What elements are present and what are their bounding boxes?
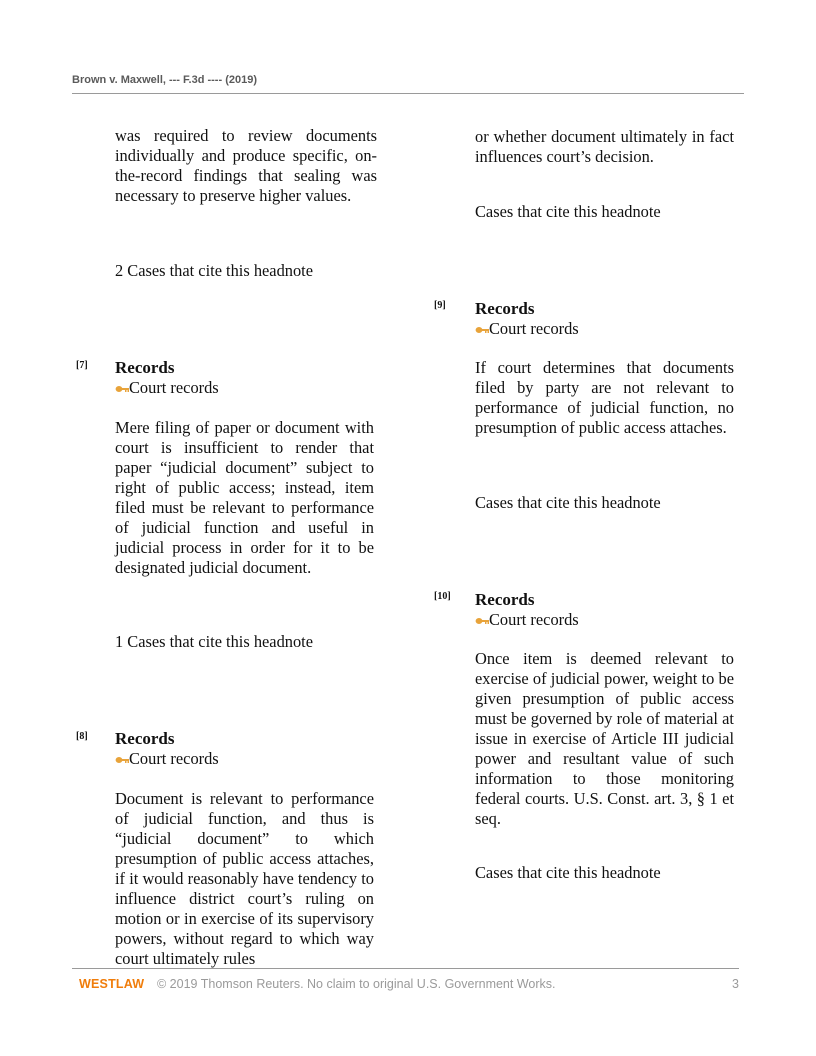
headnote-text: Document is relevant to performance of judicial function, and thus is “judicial document” to which presumption of public access attaches, if it would reasonably have tendency to influence district court’s ruling on motion or in exercise of its supervisory powers, without regard to which way court ultimately rules [115,789,374,968]
cases-cite-link[interactable]: Cases that cite this headnote [475,202,661,221]
headnote-key-topic[interactable] [475,319,579,339]
headnote-topic-title[interactable]: Records [115,358,175,377]
headnote-topic-title[interactable]: Records [475,299,535,318]
headnote-text: If court determines that documents filed by party are not relevant to performance of judicial function, no presumption of public access attaches. [475,358,734,437]
headnote-text: Once item is deemed relevant to exercise of judicial power, weight to be given presumption of public access must be governed by role of material at issue in exercise of Article III judicial power and resultant value of such information to those monitoring federal courts. U.S. Const. art. 3, § 1 et seq. [475,649,734,828]
cases-cite-link[interactable]: Cases that cite this headnote [475,493,661,512]
continued-headnote-text: or whether document ultimately in fact influences court’s decision. [475,127,734,166]
copyright-notice: © 2019 Thomson Reuters. No claim to original U.S. Government Works. [157,977,556,991]
key-number-icon [115,384,129,394]
headnote-key-topic[interactable] [475,610,579,630]
headnote-topic-title[interactable]: Records [475,590,535,609]
key-number-icon [475,325,489,335]
footer-divider [72,968,739,969]
headnote-topic-title[interactable]: Records [115,729,175,748]
headnote-number[interactable]: [10] [434,591,451,602]
header-divider [72,93,744,94]
headnote-key-topic-label: Court records [489,319,579,338]
key-number-icon [115,755,129,765]
key-number-icon [475,616,489,626]
headnote-number[interactable]: [7] [76,360,88,371]
page-number: 3 [732,977,739,991]
cases-cite-link[interactable]: 1 Cases that cite this headnote [115,632,314,651]
westlaw-logo: WESTLAW [79,977,145,991]
headnote-number[interactable]: [9] [434,300,446,311]
continued-headnote-text: was required to review documents individually and produce specific, on-the-record findings that sealing was necessary to preserve higher values. [115,126,377,205]
headnote-text: Mere filing of paper or document with court is insufficient to render that paper “judicial document” subject to right of public access; instead, item filed must be relevant to performance of judicial function and useful in judicial process in order for it to be designated judicial document. [115,418,374,577]
headnote-key-topic[interactable] [115,749,219,769]
cases-cite-link[interactable]: Cases that cite this headnote [475,863,661,882]
headnote-key-topic-label: Court records [129,378,219,397]
headnote-number[interactable]: [8] [76,731,88,742]
running-header-citation: Brown v. Maxwell, --- F.3d ---- (2019) [72,74,257,86]
page-footer [79,975,739,993]
headnote-key-topic[interactable] [115,378,219,398]
headnote-key-topic-label: Court records [129,749,219,768]
headnote-key-topic-label: Court records [489,610,579,629]
cases-cite-link[interactable]: 2 Cases that cite this headnote [115,261,314,280]
